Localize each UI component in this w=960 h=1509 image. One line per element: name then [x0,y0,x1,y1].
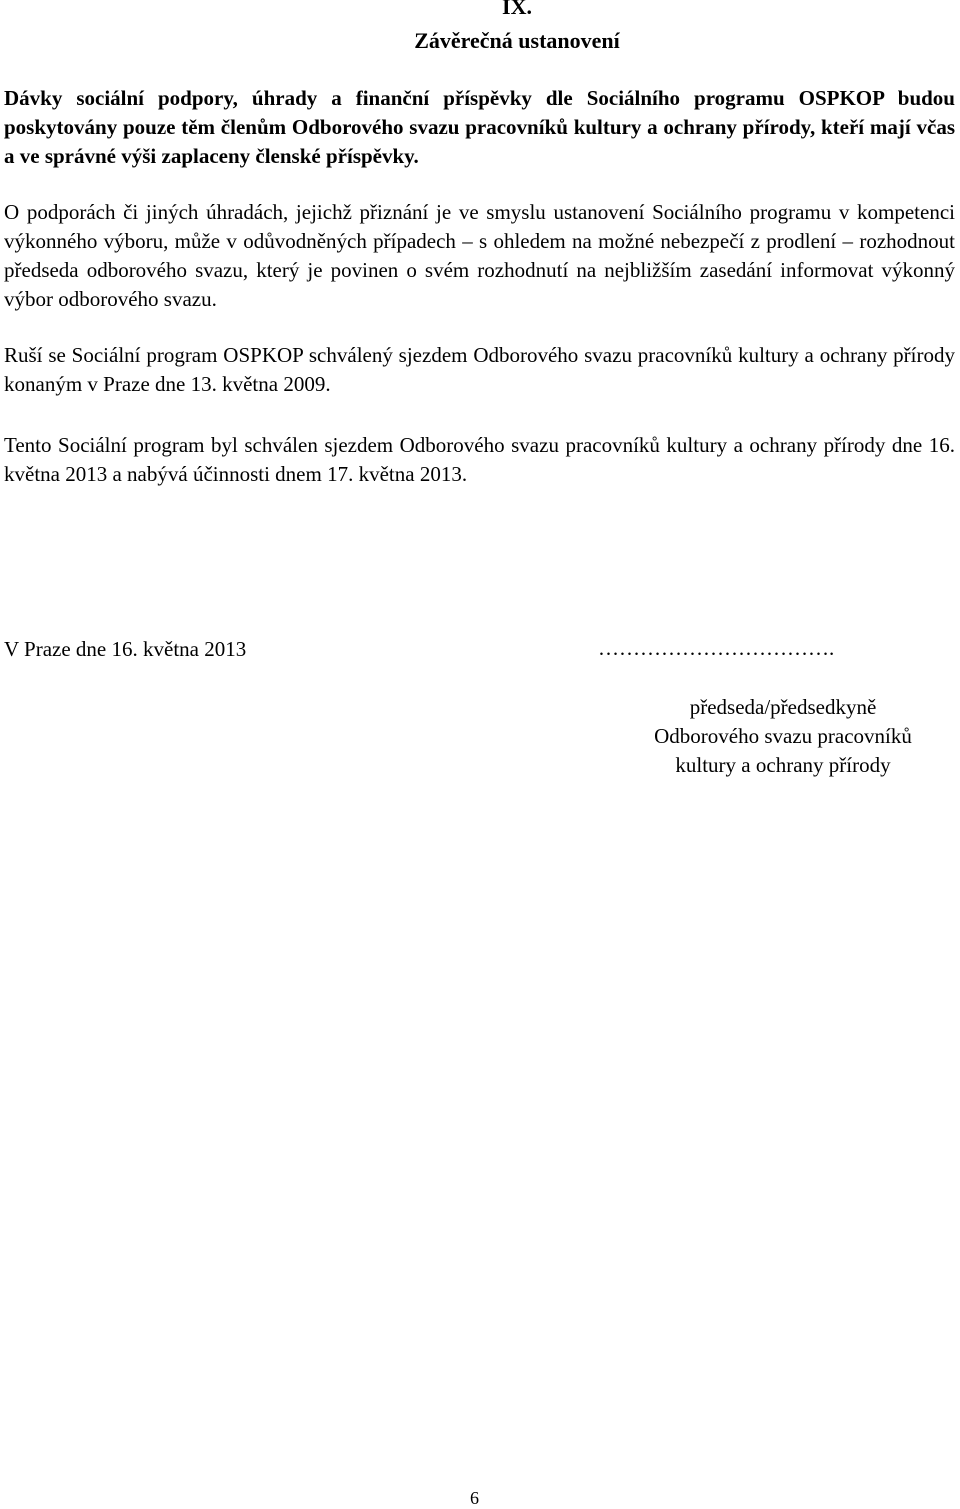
page-number: 6 [470,1488,479,1508]
paragraph-repeal: Ruší se Sociální program OSPKOP schválený sjezdem Odborového svazu pracovníků kultury a ochrany přírody konaným v Praze dne 13. května 2009. [4,343,955,396]
signature-line: ……………………………. [598,636,835,660]
paragraph-effectiveness: Tento Sociální program byl schválen sjezdem Odborového svazu pracovníků kultury a ochrany přírody dne 16. května 2013 a nabývá účinnosti dnem 17. května 2013. [4,433,955,486]
signature-organization: Odborového svazu pracovníků [654,724,912,748]
chapter-number: IX. [502,0,532,19]
signature-role: předseda/předsedkyně [689,695,877,719]
signature-block [573,693,960,780]
signature-place-date: V Praze dne 16. května 2013 [4,637,247,661]
paragraph-membership-condition: Dávky sociální podpory, úhrady a finanční příspěvky dle Sociálního programu OSPKOP budou poskytovány pouze těm členům Odborového svazu pracovníků kultury a ochrany přírody, kteří mají včas a ve správné výši zaplaceny členské příspěvky. [4,86,955,168]
signature-organization-cont: kultury a ochrany přírody [675,753,891,777]
paragraph-chairman-decision: O podporách či jiných úhradách, jejichž přiznání je ve smyslu ustanovení Sociálního programu v kompetenci výkonného výboru, může v odůvodněných případech – s ohledem na možné nebezpečí z prodlení – rozhodnout předseda odborového svazu, který je povinen o svém rozhodnutí na nejbližším zasedání informovat výkonný výbor odborového svazu. [4,200,955,311]
chapter-title: Závěrečná ustanovení [414,28,620,53]
